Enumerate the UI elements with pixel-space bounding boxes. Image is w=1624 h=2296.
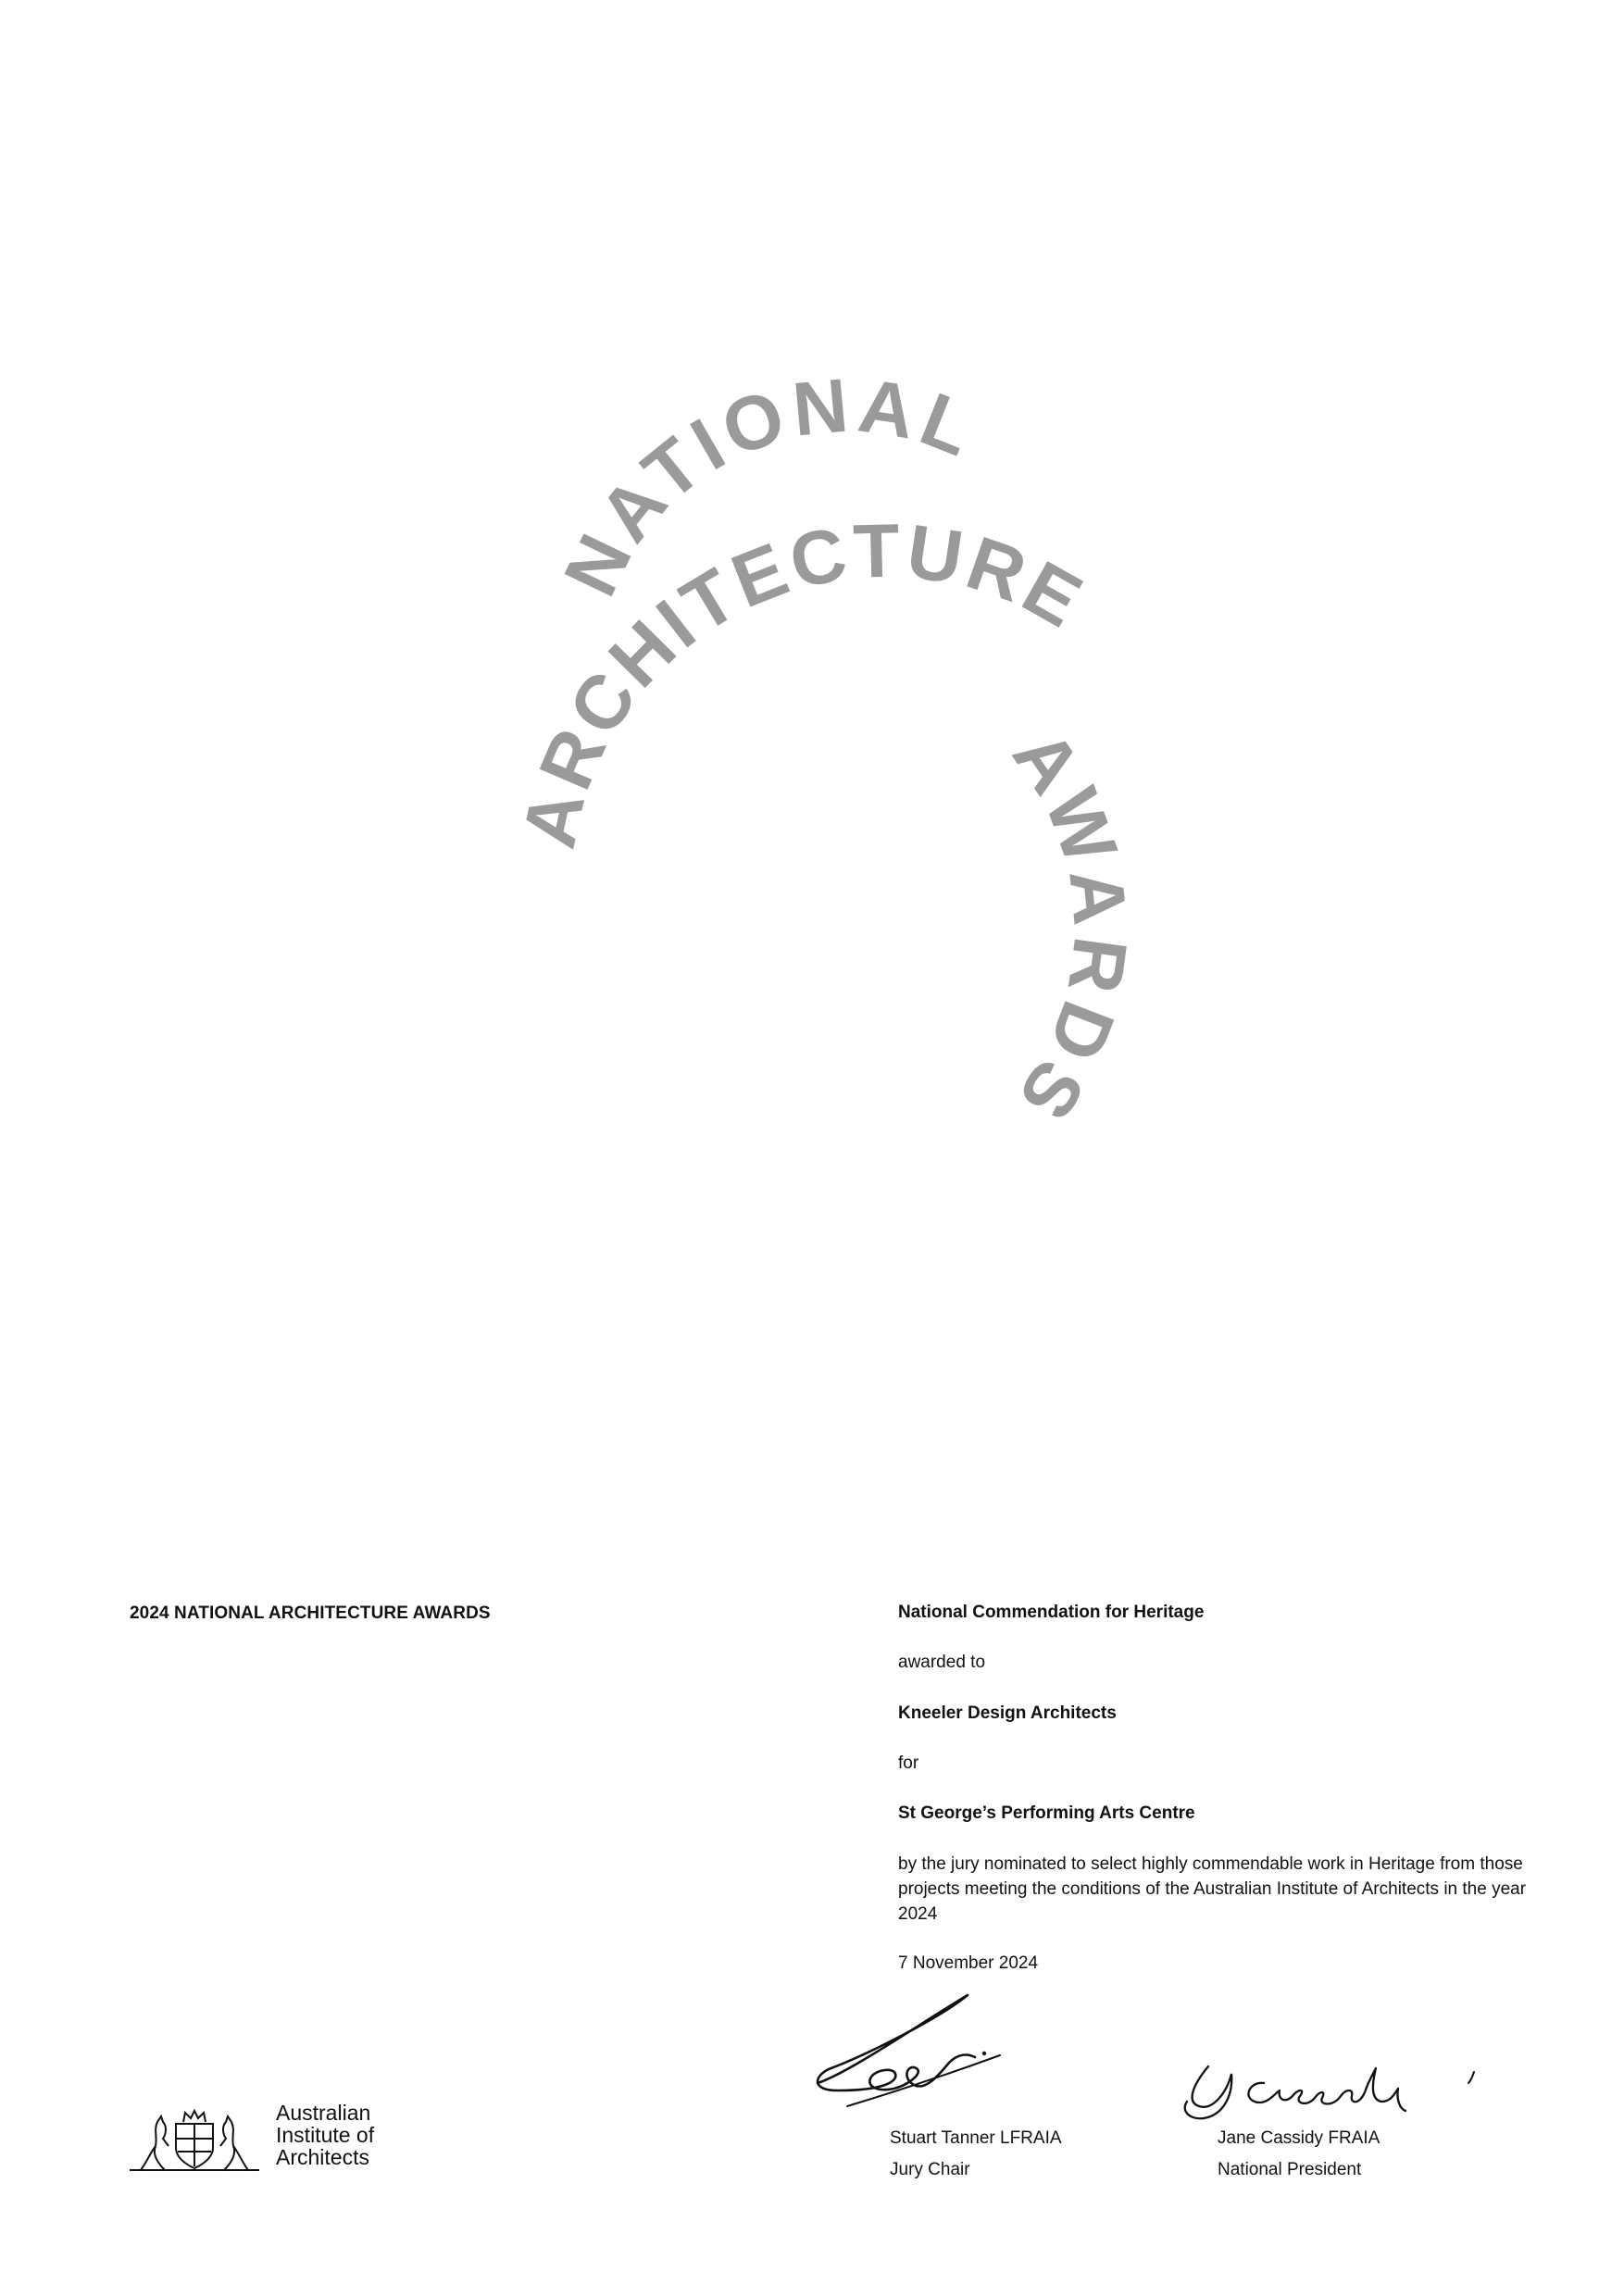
- aia-logo-text: [276, 2102, 374, 2168]
- emblem-national: NATIONAL: [548, 363, 989, 609]
- signatory-role: Jury Chair: [890, 2160, 970, 2179]
- emblem-awards: AWARDS: [996, 715, 1143, 1141]
- project-name: St George’s Performing Arts Centre: [898, 1803, 1195, 1823]
- recipient-name: Kneeler Design Architects: [898, 1703, 1117, 1723]
- logo-line: Architects: [276, 2145, 369, 2169]
- award-name: National Commendation for Heritage: [898, 1603, 1205, 1622]
- signatory-name: Jane Cassidy FRAIA: [1218, 2128, 1380, 2148]
- award-date: 7 November 2024: [898, 1953, 1039, 1973]
- for-label: for: [898, 1753, 919, 1773]
- awarded-to-label: awarded to: [898, 1653, 986, 1672]
- signatory-role: National President: [1218, 2160, 1362, 2179]
- emblem-architecture: ARCHITECTURE: [506, 508, 1098, 855]
- aia-crest-icon: [130, 2109, 259, 2174]
- signature-jane-cassidy: [1176, 2055, 1491, 2129]
- aia-logo: [130, 2102, 435, 2176]
- signatory-name: Stuart Tanner LFRAIA: [890, 2128, 1062, 2148]
- jury-statement: by the jury nominated to select highly commendable work in Heritage from those projects meeting the conditions of the Australian Institute of Architects in the year 2024: [898, 1854, 1527, 1924]
- event-title: 2024 NATIONAL ARCHITECTURE AWARDS: [130, 1603, 491, 1623]
- logo-line: Institute of: [276, 2123, 375, 2147]
- signature-stuart-tanner: [810, 1981, 1060, 2111]
- logo-line: Australian: [276, 2101, 371, 2125]
